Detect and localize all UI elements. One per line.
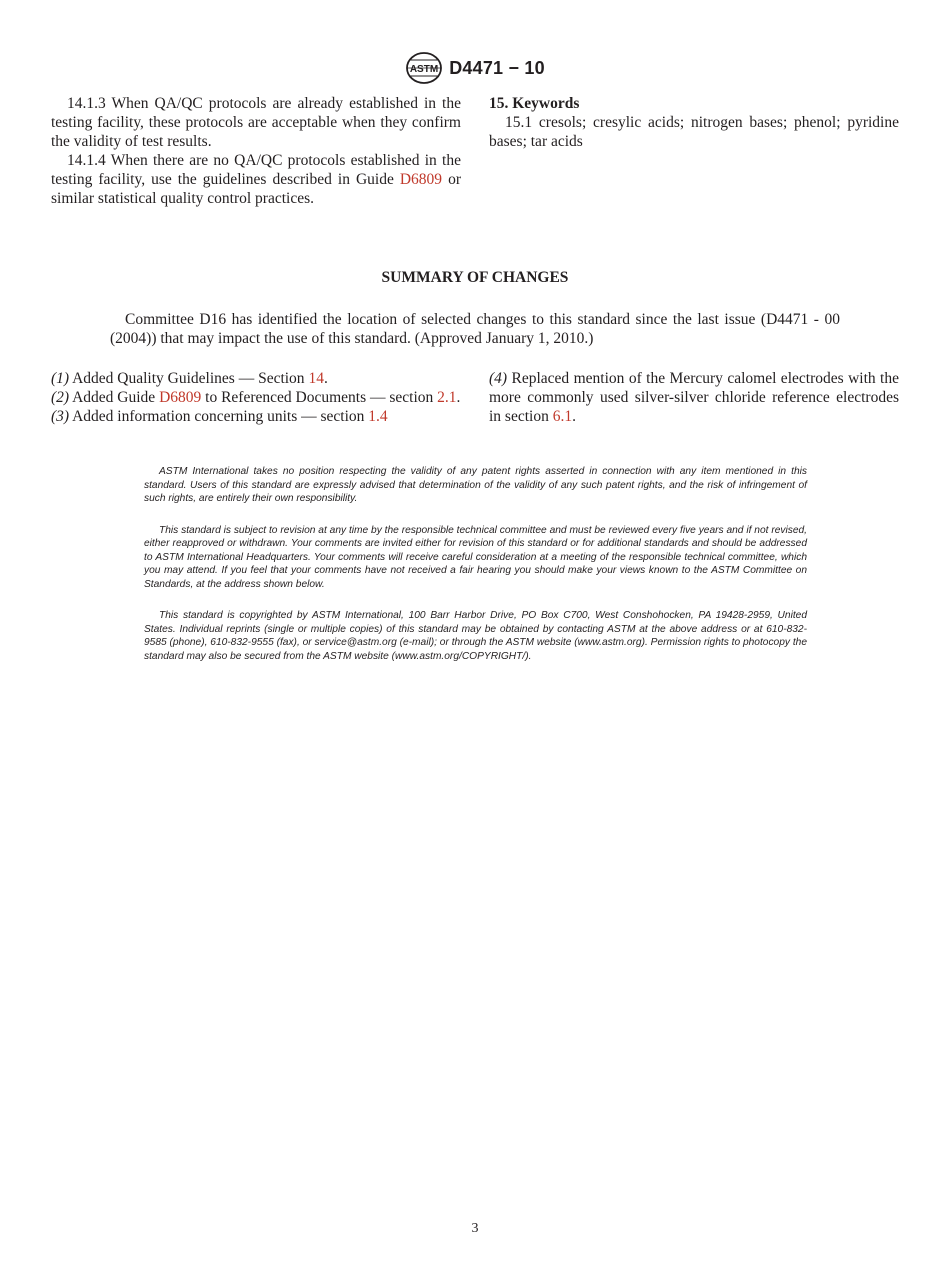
change-text: Added Guide xyxy=(69,389,160,406)
change-number: (3) xyxy=(51,408,70,425)
summary-intro: Committee D16 has identified the location of selected changes to this standard since the last issue (D4471 - 00 (2004)) that may impact the use of this standard. (Approved January 1, 2010.) xyxy=(110,311,840,347)
change-text: Replaced mention of the Mercury calomel electrodes with the more commonly used silver-silver chloride reference electrodes in section xyxy=(489,370,899,425)
section-heading-keywords: 15. Keywords xyxy=(489,95,580,112)
change-text: Added information concerning units — section xyxy=(69,408,369,425)
astm-logo-icon xyxy=(405,51,443,85)
link-section-2-1[interactable]: 2.1 xyxy=(437,389,457,406)
paragraph-14-1-3: 14.1.3 When QA/QC protocols are already established in the testing facility, these protocols are acceptable when they confirm the validity of test results. xyxy=(51,95,461,150)
change-item xyxy=(489,369,899,426)
legal-notices xyxy=(144,465,807,681)
change-item xyxy=(51,407,461,426)
link-d6809[interactable]: D6809 xyxy=(399,171,443,188)
change-text: . xyxy=(323,370,328,387)
link-section-1-4[interactable]: 1.4 xyxy=(368,408,388,425)
svg-text:ASTM: ASTM xyxy=(410,64,439,75)
patent-notice: ASTM International takes no position respecting the validity of any patent rights asserted in connection with any item mentioned in this standard. Users of this standard are expressly advised that determination of the validity of any such patent rights, and the risk of infringement of such rights, are entirely their own responsibility. xyxy=(144,466,807,504)
changes-right-column xyxy=(489,369,899,426)
link-section-14[interactable]: 14 xyxy=(308,370,324,387)
paragraph-text: 14.1.4 When there are no QA/QC protocols established in the testing facility, use the guidelines described in Guide xyxy=(51,152,461,188)
paragraph-text: or similar statistical quality control practices. xyxy=(51,171,461,207)
change-item xyxy=(51,388,461,407)
change-text: Added Quality Guidelines — Section xyxy=(69,370,309,387)
right-column xyxy=(489,94,899,151)
changes-left-column xyxy=(51,369,461,426)
link-section-6-1[interactable]: 6.1 xyxy=(552,408,573,425)
change-number: (1) xyxy=(51,370,70,387)
summary-title: SUMMARY OF CHANGES xyxy=(381,269,569,286)
change-number: (2) xyxy=(51,389,70,406)
change-text: to Referenced Documents — section xyxy=(201,389,438,406)
change-number: (4) xyxy=(489,370,508,387)
page-number: 3 xyxy=(471,1221,479,1236)
paragraph-14-1-4 xyxy=(51,151,461,208)
document-header xyxy=(0,51,950,85)
revision-notice: This standard is subject to revision at any time by the responsible technical committee and must be reviewed every five years and if not revised, either reapproved or withdrawn. Your comments are invited either for revision of this standard or for additional standards and should be addressed to ASTM International Headquarters. Your comments will receive careful consideration at a meeting of the responsible technical committee, which you may attend. If you feel that your comments have not received a fair hearing you should make your views known to the ASTM Committee on Standards, at the address shown below. xyxy=(144,524,807,590)
copyright-notice: This standard is copyrighted by ASTM International, 100 Barr Harbor Drive, PO Box C700, West Conshohocken, PA 19428-2959, United States. Individual reprints (single or multiple copies) of this standard may be obtained by contacting ASTM at the above address or at 610-832-9585 (phone), 610-832-9555 (fax), or service@astm.org (e-mail); or through the ASTM website (www.astm.org). Permission rights to photocopy the standard may also be secured from the ASTM website (www.astm.org/COPYRIGHT/). xyxy=(144,610,807,662)
left-column xyxy=(51,94,461,208)
change-item xyxy=(51,369,461,388)
change-text: . xyxy=(572,408,576,425)
change-text: . xyxy=(456,389,461,406)
link-d6809[interactable]: D6809 xyxy=(159,389,202,406)
document-id: D4471 − 10 xyxy=(449,57,545,78)
paragraph-15-1: 15.1 cresols; cresylic acids; nitrogen bases; phenol; pyridine bases; tar acids xyxy=(489,114,899,150)
